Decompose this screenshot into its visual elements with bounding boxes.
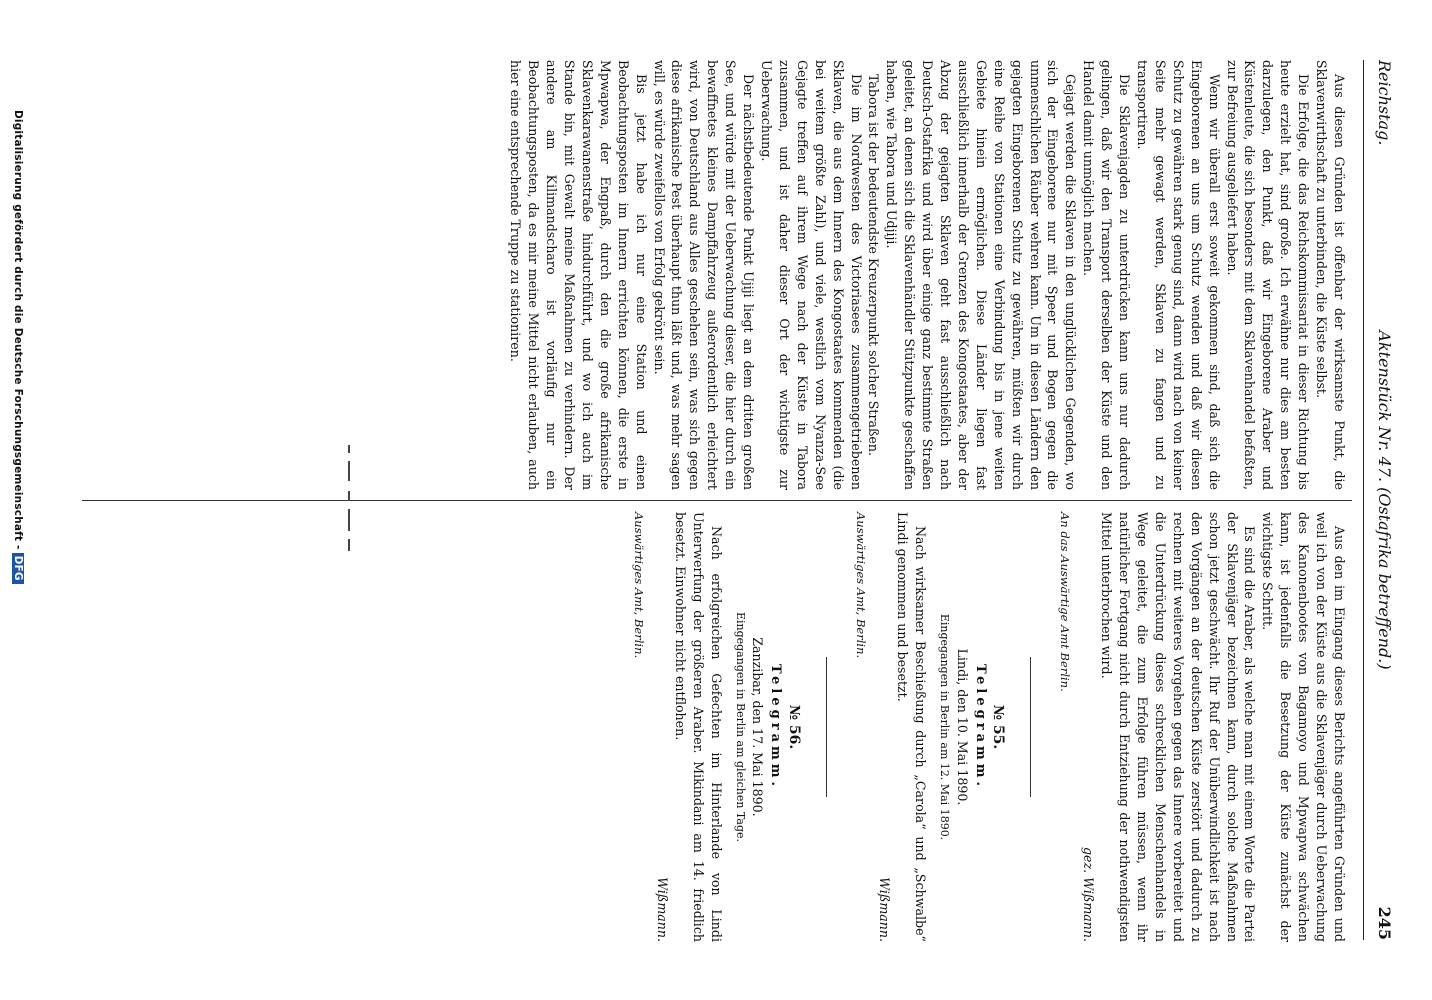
credit-text: Digitalisierung gefördert durch die Deutsche Forschungsgemeinschaft - [12,110,24,550]
document-number: № 55. [990,704,1007,750]
received-note: Eingegangen in Berlin am gleichen Tage. [733,611,747,843]
left-column [506,60,1348,490]
address-line: Auswärtiges Amt, Berlin. [632,512,646,659]
address-line: An das Auswärtige Amt Berlin. [1058,512,1073,692]
scan-marks [336,445,356,555]
signature: gez. Wißmann. [1081,847,1097,942]
telegram-body: Nach erfolgreichen Gefechten im Hinterlande von Lindi Unterwerfung der größeren Araber. Mikindani am 14. friedlich besetzt. Einwohner nicht entflohen. [672,512,724,942]
paragraph: Die im Nordwesten des Victoriasees zusammengetriebenen Sklaven, die aus dem Innern des Kongostaates kommenden (die bei weitem größte Zahl), und viele, westlich vom Nyanza-See Gejagte treffen auf ihrem Wege nach der Küste in Tabora zusammen, und ist daher dieser Ort der wichtigste zur Ueberwachung. [759,60,864,490]
telegram-heading: Telegramm. [972,663,988,791]
telegram-body: Nach wirksamer Beschießung durch „Carola“ und „Schwalbe“ Lindi genommen und besetzt. [894,512,928,942]
page-header [1368,60,1394,940]
paragraph: Bis jetzt habe ich nur eine Station und einen Beobachtungsposten im Innern errichten können, die erste in Mpwapwa, der Engpaß, durch den die große afrikanische Sklavenkarawanenstraße hindurchführt, und wo ich auch im Stande bin, mit Gewalt meine Maßnahmen zu verhindern. Der andere am Kilimandscharo ist vorläufig nur ein Beobachtungsposten, da es mir meine Mittel nicht erlauben, auch hier eine entsprechende Truppe zu stationiren. [508,60,649,490]
right-column [629,512,1348,942]
signature: Wißmann. [654,877,670,942]
paragraph: Tabora ist der bedeutendste Kreuzerpunkt solcher Straßen. [866,74,882,456]
header-left: Reichstag. [1375,60,1394,146]
page-number: 245 [1375,906,1394,940]
paragraph: Gejagt werden die Sklaven in den unglücklichen Gegenden, wo sich der Eingeborene nur mit Speer und Bogen gegen die unmenschlichen Räuber wehren kann. Um in diesen Ländern den gejagten Eingeborenen Schutz zu gewähren, müßten wir durch eine Reihe von Stationen eine Verbindung bis in jene weiten Gebiete hinein ermöglichen. Diese Länder liegen fast ausschließlich innerhalb der Grenzen des Kongostaates, aber der Abzug der gejagten Sklaven geht fast ausschließlich nach Deutsch-Ostafrika und wird über einige ganz bestimmte Straßen geleitet, an denen sich die Sklavenhändler Stützpunkte geschaffen haben, wie Tabora und Udjiji. [884,60,1079,490]
section-rule [826,657,827,797]
telegram-heading: Telegramm. [768,663,784,791]
paragraph: Aus diesen Gründen ist offenbar der wirksamste Punkt, die Sklavenwirthschaft zu unterbinden, die Küste selbst. [1314,60,1347,490]
header-title: Aktenstück Nr. 47. (Ostafrika betreffend.) [1375,330,1394,670]
digitization-credit [12,110,24,584]
signature: Wißmann. [877,877,893,942]
dfg-logo: DFG [12,553,24,584]
address-line: Auswärtiges Amt, Berlin. [854,512,869,659]
section-rule [1031,657,1032,797]
document-number: № 56. [786,704,803,750]
paragraph: Wenn wir überall erst soweit gekommen sind, daß sich die Eingeborenen an uns um Schutz wenden und daß wir diesen Schutz zu gewähren stark genug sind, dann wird nach von keiner Seite mehr gewagt werden, Sklaven zu fangen und zu transportiren. [1135,60,1222,490]
column-divider [82,500,1352,501]
paragraph: Der nächstbedeutende Punkt Ujiji liegt an dem dritten großen See, und würde mit der Ueberwachung dieser, die hier durch ein bewaffnetes kleines Dampffahrzeug außerordentlich erleichtert wird, von Deutschland aus Alles geschehen sein, was sich gegen diese afrikanische Pest überhaupt thun läßt und, was mehr sagen will, es würde zweifellos von Erfolg gekrönt sein. [651,60,757,490]
place-date: Lindi, den 10. Mai 1890. [954,648,970,806]
paragraph: Die Sklavenjagden zu unterdrücken kann uns nur dadurch gelingen, daß wir den Transport derselben der Küste und den Handel damit unmöglich machen. [1081,60,1133,490]
received-note: Eingegangen in Berlin am 12. Mai 1890. [937,613,951,841]
header-rule [1363,60,1364,940]
paragraph: Aus den im Eingang dieses Berichts angeführten Gründen und weil ich von der Küste aus die Sklavenjäger durch Ueberwachung des Kanonenbootes von Bagamoyo und Mpwapwa schwächen kann, ist jedenfalls die Besetzung der Küste zunächst der wichtigste Schritt. [1260,512,1347,942]
place-date: Zanzibar, den 17. Mai 1890. [750,637,766,817]
paragraph: Es sind die Araber, als welche man mit einem Worte die Partei der Sklavenjäger bezeichnen kann, durch solche Maßnahmen schon jetzt geschwächt. Ihr Ruf der Unüberwindlichkeit ist nach den Vorgängen an der deutschen Küste zerstört und dadurch zu rechnen mit weiteres Vorgehen gegen das Innere vorbereitet und die Unterdrückung dieses schrecklichen Menschenhandels in Wege geleitet, die zum Erfolge führen müssen, wenn ihr natürlicher Fortgang nicht durch Entziehung der nothwendigsten Mittel unterbrochen wird. [1099,512,1258,942]
paragraph: Die Erfolge, die das Reichskommissariat in dieser Richtung bis heute erzielt hat, sind große. Ich erwähne nur dies am besten darzulegen, den Punkt, daß wir Eingeborene Araber und Küstenleute, die sich besonders mit dem Sklavenhandel befaßten, zur Befreiung ausgeliefert haben. [1224,60,1312,490]
